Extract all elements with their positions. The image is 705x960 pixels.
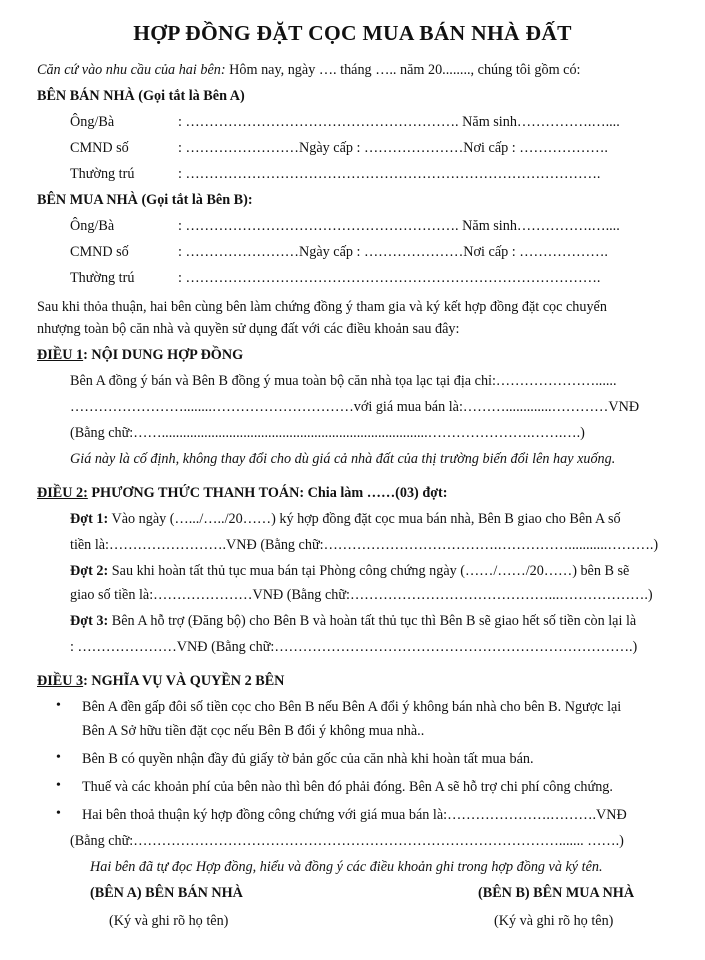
intro-line [37,61,581,79]
party-b-name-field: : …………………………………………………. Năm sinh…………….….... [178,218,620,234]
duty-4-line-2: (Bằng chữ:………………………………………………………………………………....... …….) [70,833,624,849]
party-b-name-label: Ông/Bà [70,218,115,234]
duty-4-line-1: Hai bên thoả thuận ký hợp đồng công chứng với giá mua bán là:………………….……….VNĐ [82,807,627,823]
installment-3-line-2: : …………………VNĐ (Bằng chữ:………………………………………………………………….) [70,639,638,655]
article-1-line-3: (Bằng chữ:……...........................................................................………………….…….….) [70,425,585,441]
party-b-id-label: CMND số [70,244,129,260]
intro-text: Hôm nay, ngày …. tháng ….. năm 20........, chúng tôi gồm có: [225,62,581,78]
document-title: HỢP ĐỒNG ĐẶT CỌC MUA BÁN NHÀ ĐẤT [133,21,572,45]
duty-1-line-2: Bên A Sở hữu tiền đặt cọc nếu Bên B đổi ý không mua nhà.. [82,723,425,739]
agreement-line-1: Sau khi thỏa thuận, hai bên cùng bên làm chứng đồng ý tham gia và ký kết hợp đồng đặt cọc chuyển [37,299,607,315]
signature-b-title: (BÊN B) BÊN MUA NHÀ [478,885,635,901]
party-a-name-label: Ông/Bà [70,114,115,130]
article-1-line-1: Bên A đồng ý bán và Bên B đồng ý mua toàn bộ căn nhà tọa lạc tại địa chỉ:…………………...... [70,373,617,389]
installment-3-text: Bên A hỗ trợ (Đăng bộ) cho Bên B và hoàn tất thủ tục thì Bên B sẽ giao hết số tiền còn lại là [108,613,637,629]
party-a-address-label: Thường trú [70,166,135,182]
installment-3-line-1 [70,612,636,630]
article-3-heading [37,672,284,690]
article-1-title: : NỘI DUNG HỢP ĐỒNG [83,347,244,363]
party-b-id-field: : ……………………Ngày cấp : …………………Nơi cấp : ………………. [178,244,608,260]
closing-statement: Hai bên đã tự đọc Hợp đồng, hiểu và đồng ý các điều khoản ghi trong hợp đồng và ký tên. [90,859,603,875]
party-a-id-field: : ……………………Ngày cấp : …………………Nơi cấp : ………………. [178,140,608,156]
article-2-label: ĐIỀU 2: [37,485,88,501]
installment-3-label: Đợt 3: [70,613,109,629]
intro-italic: Căn cứ vào nhu cầu của hai bên: [37,62,226,78]
installment-2-line-2: giao số tiền là:…………………VNĐ (Bằng chữ:……………………………………...……………….) [70,587,653,603]
article-1-heading [37,346,243,364]
article-3-title: : NGHĨA VỤ VÀ QUYỀN 2 BÊN [83,673,285,689]
party-b-address-label: Thường trú [70,270,135,286]
article-3-label: ĐIỀU 3 [37,673,84,689]
party-b-heading: BÊN MUA NHÀ (Gọi tắt là Bên B): [37,192,253,208]
article-1-line-2: ……………………........…………………………với giá mua bán là:……….............…………VNĐ [70,399,640,415]
party-a-name-field: : …………………………………………………. Năm sinh…………….….... [178,114,620,130]
signature-b-note: (Ký và ghi rõ họ tên) [494,913,614,929]
signature-a-title: (BÊN A) BÊN BÁN NHÀ [90,885,243,901]
installment-1-line-2: tiền là:…………………….VNĐ (Bằng chữ:……………………………….……………...........……….) [70,537,659,553]
duty-3: Thuế và các khoản phí của bên nào thì bên đó phải đóng. Bên A sẽ hỗ trợ chi phí công chứng. [82,779,613,795]
party-b-address-field: : ……………………………………………………………………………. [178,270,601,286]
article-2-title: PHƯƠNG THỨC THANH TOÁN: Chia làm ……(03) đợt: [87,485,448,501]
signature-a-note: (Ký và ghi rõ họ tên) [109,913,229,929]
duty-2: Bên B có quyền nhận đầy đủ giấy tờ bản gốc của căn nhà khi hoàn tất mua bán. [82,751,534,767]
installment-1-text: Vào ngày (….../…../20……) ký hợp đồng đặt cọc mua bán nhà, Bên B giao cho Bên A số [108,511,621,527]
installment-2-line-1 [70,562,629,580]
party-a-id-label: CMND số [70,140,129,156]
bullet-icon: • [56,778,61,793]
party-a-address-field: : ……………………………………………………………………………. [178,166,601,182]
agreement-line-2: nhượng toàn bộ căn nhà và quyền sử dụng đất với các điều khoản sau đây: [37,321,460,337]
bullet-icon: • [56,698,61,713]
article-2-heading [37,484,448,502]
duty-1-line-1: Bên A đền gấp đôi số tiền cọc cho Bên B nếu Bên A đổi ý không bán nhà cho bên B. Ngược lại [82,699,622,715]
installment-2-text: Sau khi hoàn tất thủ tục mua bán tại Phòng công chứng ngày (……/……/20……) bên B sẽ [108,563,630,579]
party-a-heading: BÊN BÁN NHÀ (Gọi tắt là Bên A) [37,88,245,104]
installment-2-label: Đợt 2: [70,563,109,579]
article-1-note: Giá này là cố định, không thay đổi cho dù giá cả nhà đất của thị trường biến đổi lên hay xuống. [70,451,616,467]
bullet-icon: • [56,806,61,821]
installment-1-line-1 [70,510,621,528]
installment-1-label: Đợt 1: [70,511,109,527]
article-1-label: ĐIỀU 1 [37,347,84,363]
bullet-icon: • [56,750,61,765]
